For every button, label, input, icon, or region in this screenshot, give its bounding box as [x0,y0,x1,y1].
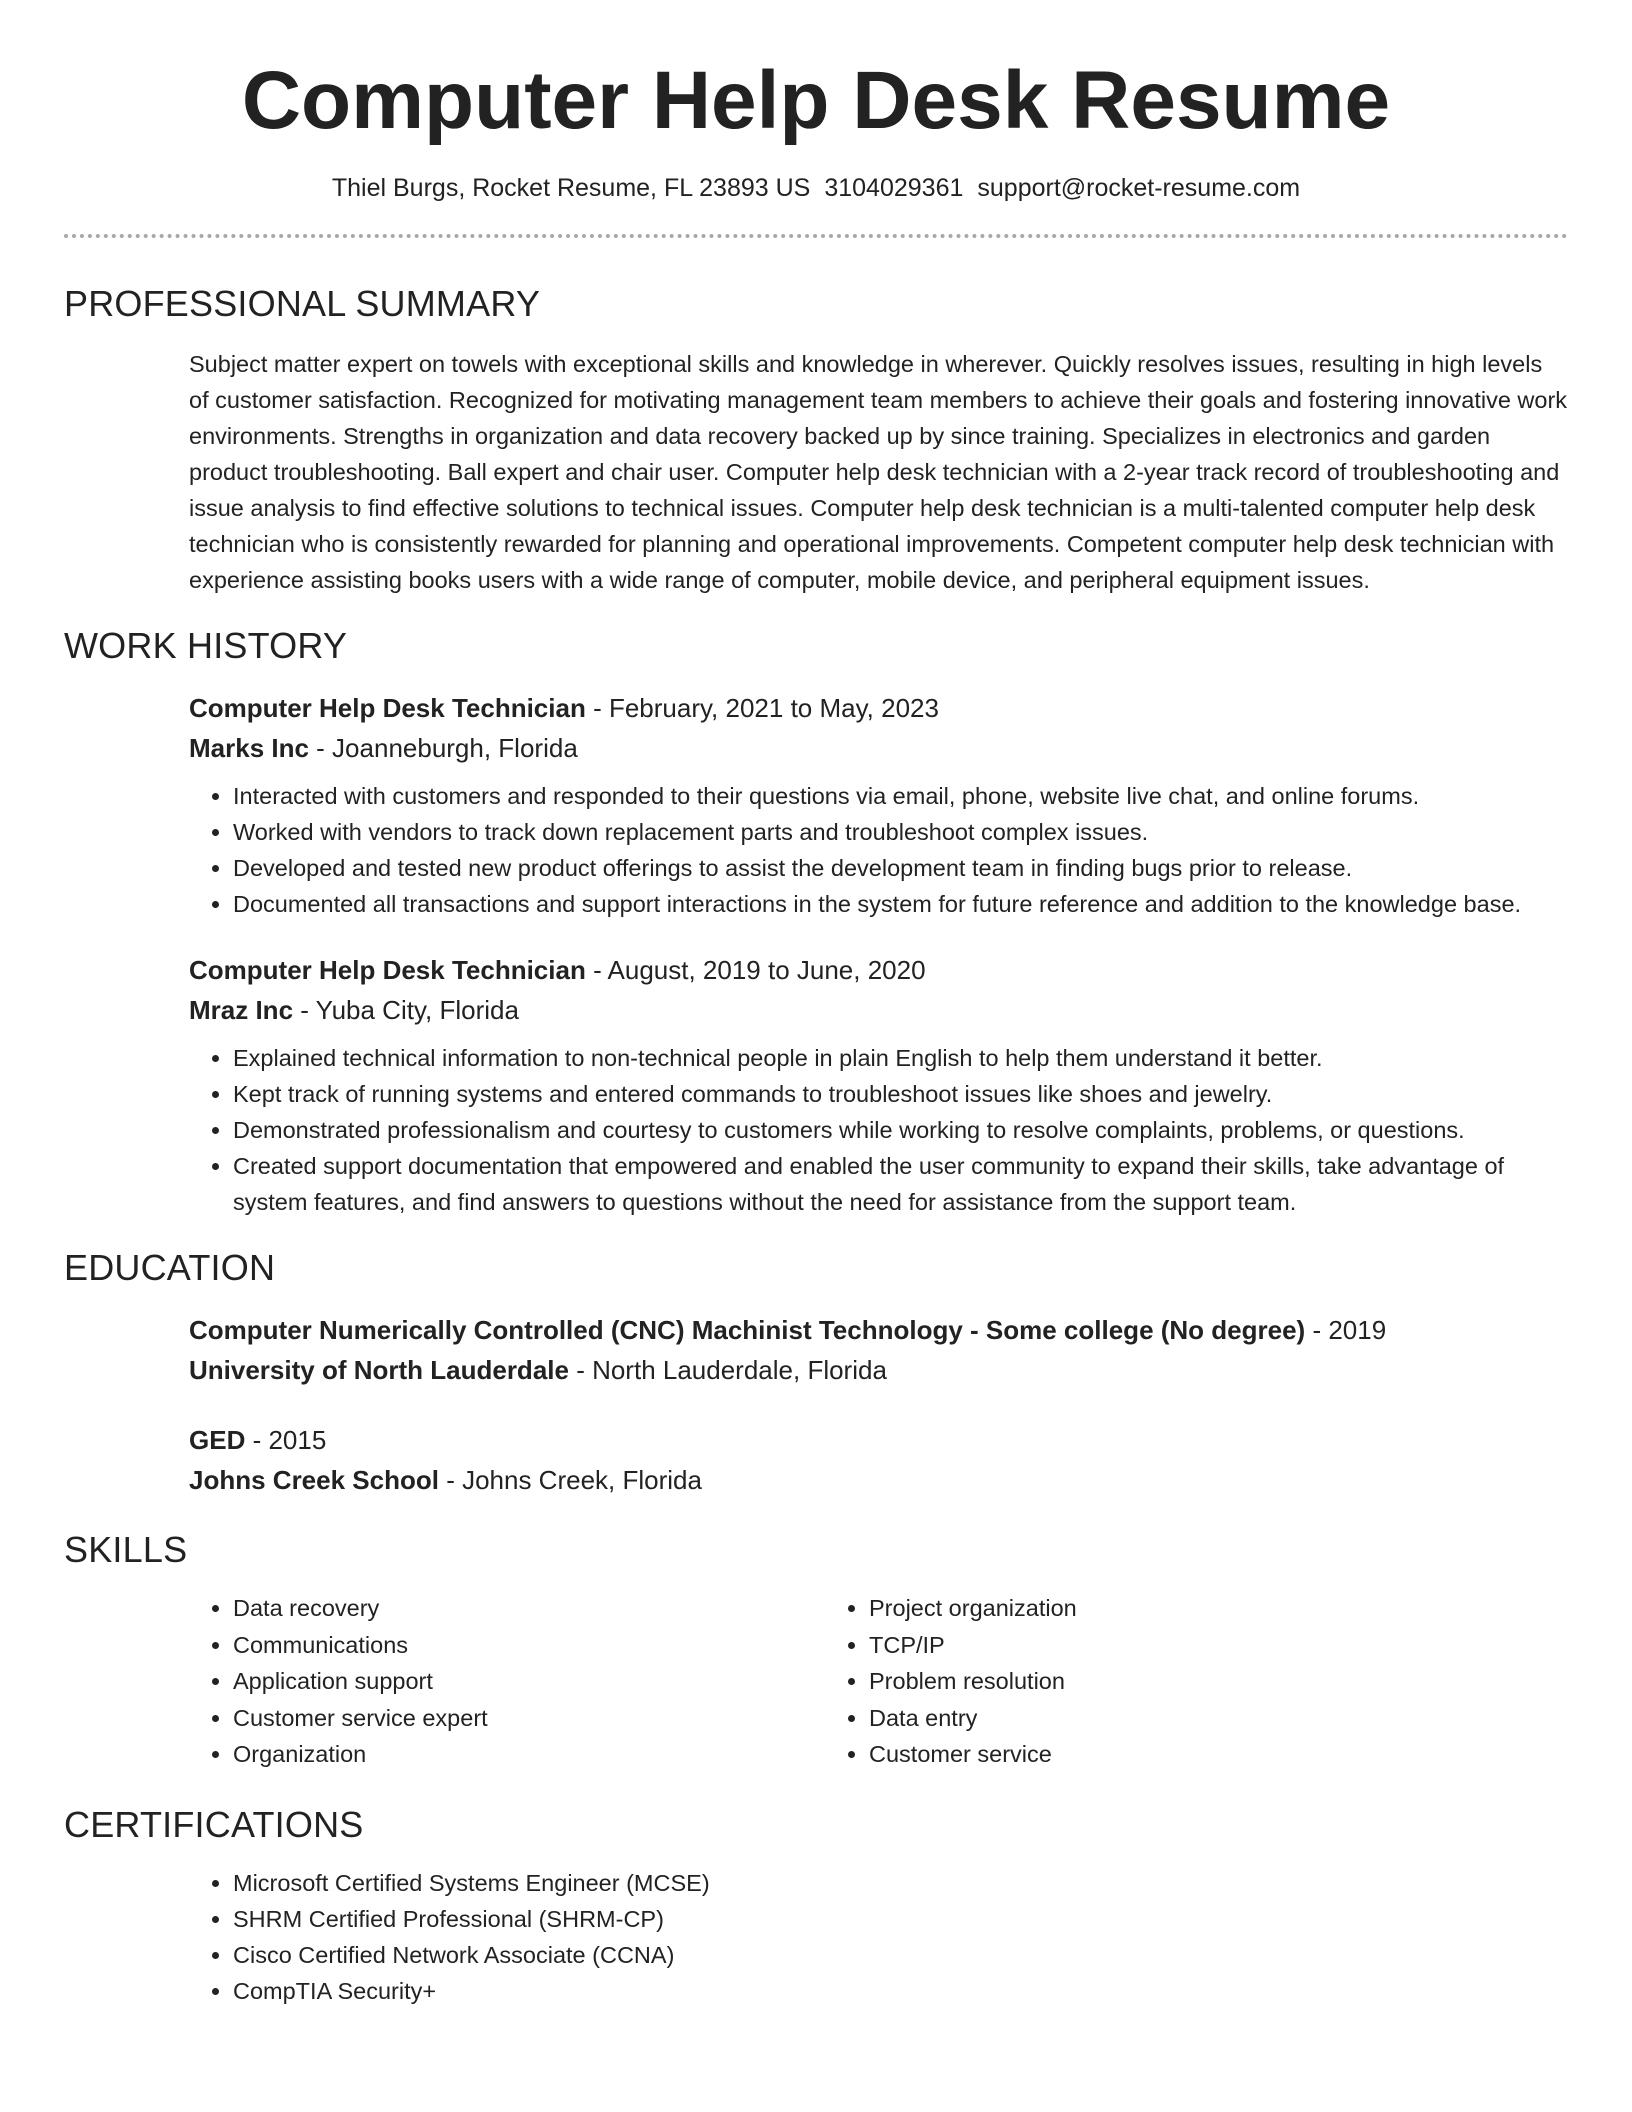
job-entry [189,950,1568,1220]
certifications-list [189,1865,1568,2009]
job-bullet: • Created support documentation that empowered and enabled the user community to expand their skills, take advantage of system features, and find answers to questions without the need for assistance from the support team. [233,1148,1568,1220]
job-title-line [189,950,1568,990]
education-degree-line [189,1420,1568,1460]
skill-item: • Application support [233,1663,825,1700]
job-bullet: • Worked with vendors to track down replacement parts and troubleshoot complex issues. [233,814,1568,850]
job-company-line [189,728,1568,768]
certifications-heading: CERTIFICATIONS [64,1803,364,1845]
job-dates: - August, 2019 to June, 2020 [585,955,926,985]
job-location: - Joanneburgh, Florida [308,733,578,763]
header-divider [64,234,1568,238]
resume-title: Computer Help Desk Resume [241,55,1391,146]
education-entry [189,1310,1568,1390]
skills-list [825,1590,1077,1773]
education-heading: EDUCATION [64,1247,276,1288]
education-year: - 2019 [1305,1315,1387,1345]
work-history-section [64,624,1568,1220]
certifications-section [64,1803,1568,2009]
skills-right-column [825,1590,1077,1773]
skill-item: • TCP/IP [869,1627,1077,1664]
education-school: Johns Creek School [189,1465,439,1495]
education-degree: Computer Numerically Controlled (CNC) Machinist Technology - Some college (No degree) [189,1315,1306,1345]
education-section [64,1246,1568,1500]
job-bullet: • Interacted with customers and responded to their questions via email, phone, website live chat, and online forums. [233,778,1568,814]
job-entry [189,688,1568,922]
summary-text: Subject matter expert on towels with exceptional skills and knowledge in wherever. Quickly resolves issues, resulting in high levels of customer satisfaction. Recognized for motivating management team members to achieve their goals and fostering innovative work environments. Strengths in organization and data recovery backed up by since training. Specializes in electronics and garden product troubleshooting. Ball expert and chair user. Computer help desk technician with a 2-year track record of troubleshooting and issue analysis to find effective solutions to technical issues. Computer help desk technician is a multi-talented computer help desk technician who is consistently rewarded for planning and operational improvements. Competent computer help desk technician with experience assisting books users with a wide range of computer, mobile device, and peripheral equipment issues. [189,351,1568,593]
job-bullets [189,1040,1568,1220]
certification-item: • Microsoft Certified Systems Engineer (MCSE) [233,1865,1568,1901]
contact-line [64,172,1568,204]
skills-list [189,1590,825,1773]
education-school: University of North Lauderdale [189,1355,569,1385]
education-entry [189,1420,1568,1500]
job-title: Computer Help Desk Technician [189,955,586,985]
job-bullet: • Demonstrated professionalism and courtesy to customers while working to resolve complaints, problems, or questions. [233,1112,1568,1148]
education-degree-line [189,1310,1568,1350]
education-degree: GED [189,1425,246,1455]
job-dates: - February, 2021 to May, 2023 [585,693,939,723]
job-bullet: • Documented all transactions and support interactions in the system for future reference and addition to the knowledge base. [233,886,1568,922]
certification-item: • Cisco Certified Network Associate (CCNA) [233,1937,1568,1973]
summary-section [64,282,1568,598]
education-location: - Johns Creek, Florida [438,1465,702,1495]
skill-item: • Communications [233,1627,825,1664]
education-school-line [189,1460,1568,1500]
job-location: - Yuba City, Florida [293,995,519,1025]
job-bullet: • Developed and tested new product offerings to assist the development team in finding bugs prior to release. [233,850,1568,886]
certification-item: • CompTIA Security+ [233,1973,1568,2009]
summary-heading: PROFESSIONAL SUMMARY [64,283,541,324]
education-school-line [189,1350,1568,1390]
job-company-line [189,990,1568,1030]
education-year: - 2015 [245,1425,327,1455]
skills-columns [189,1590,1568,1773]
skill-item: • Customer service [869,1736,1077,1773]
contact-email: support@rocket-resume.com [977,174,1301,202]
skills-left-column [189,1590,825,1773]
job-bullet: • Kept track of running systems and entered commands to troubleshoot issues like shoes and jewelry. [233,1076,1568,1112]
skill-item: • Data entry [869,1700,1077,1737]
skills-section [64,1528,1568,1773]
job-title-line [189,688,1568,728]
education-location: - North Lauderdale, Florida [568,1355,887,1385]
skill-item: • Project organization [869,1590,1077,1627]
skill-item: • Problem resolution [869,1663,1077,1700]
contact-address: Thiel Burgs, Rocket Resume, FL 23893 US [331,174,811,202]
job-company: Marks Inc [189,733,309,763]
job-company: Mraz Inc [189,995,294,1025]
contact-phone: 3104029361 [824,174,964,202]
skills-heading: SKILLS [64,1529,188,1570]
skill-item: • Customer service expert [233,1700,825,1737]
job-bullets [189,778,1568,922]
job-title: Computer Help Desk Technician [189,693,586,723]
skill-item: • Data recovery [233,1590,825,1627]
certification-item: • SHRM Certified Professional (SHRM-CP) [233,1901,1568,1937]
job-bullet: • Explained technical information to non-technical people in plain English to help them understand it better. [233,1040,1568,1076]
skill-item: • Organization [233,1736,825,1773]
work-history-heading: WORK HISTORY [64,625,348,666]
